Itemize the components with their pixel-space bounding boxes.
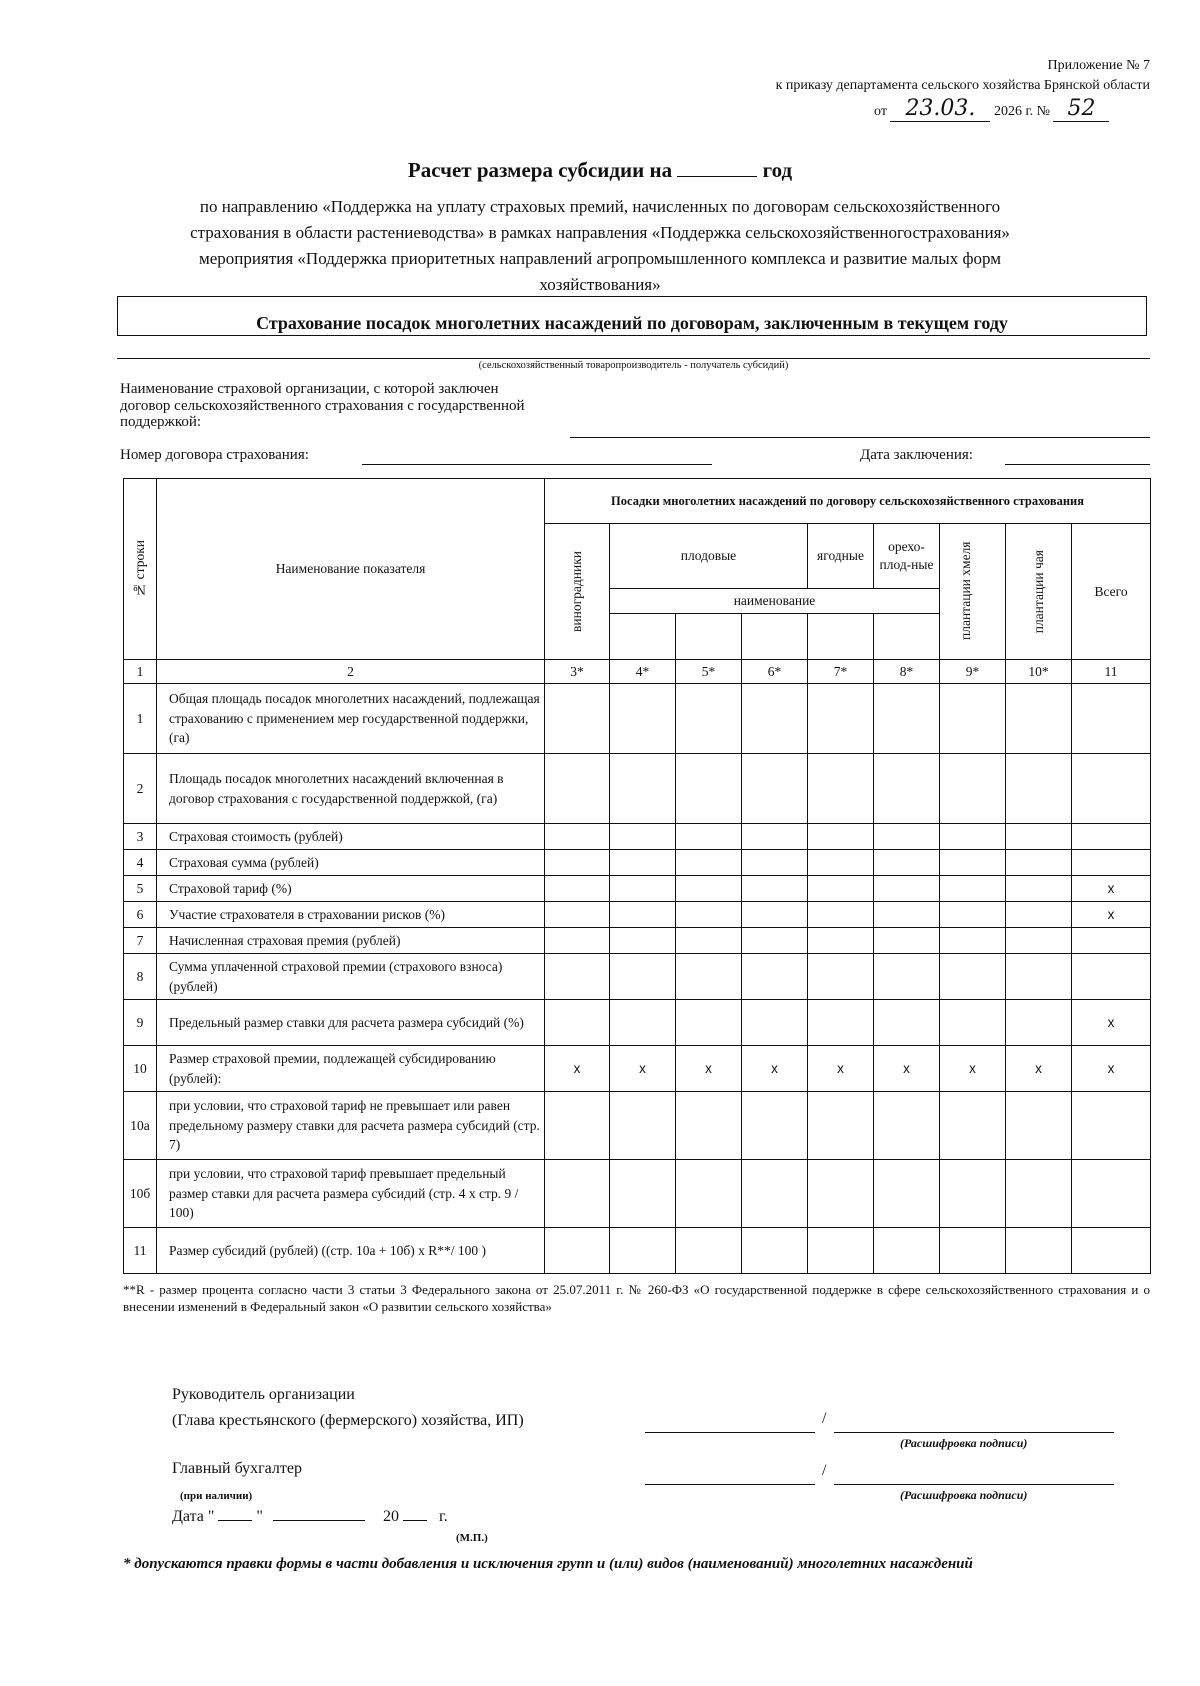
annex-title: Приложение № 7 [1047,58,1150,73]
value-cell[interactable] [874,754,940,824]
not-applicable-mark: x [1072,1000,1151,1046]
value-cell[interactable] [1072,928,1151,954]
value-cell[interactable] [808,1092,874,1160]
value-cell[interactable] [676,876,742,902]
value-cell[interactable] [610,954,676,1000]
value-cell[interactable] [1072,684,1151,754]
column-number-9: 9* [940,659,1006,684]
table-row [124,1092,1151,1160]
row-number: 6 [124,902,157,928]
head-decode-line[interactable] [834,1432,1114,1433]
col-nut: орехо-плод-ные [874,524,940,589]
table-row [124,902,1151,928]
value-cell[interactable] [610,824,676,850]
contract-number-line[interactable] [362,464,712,465]
box-title: Страхование посадок многолетних насаждений по договорам, заключенным в текущем году [117,296,1147,336]
subtitle-line-2: страхования в области растениеводства» в рамках направления «Поддержка сельскохозяйственногострахования» [190,223,1010,242]
column-number-4: 4* [610,659,676,684]
table-row [124,1000,1151,1046]
subtitle-line-4: хозяйствования» [539,275,661,294]
row-number: 1 [124,684,157,754]
table-row [124,954,1151,1000]
value-cell[interactable] [742,684,808,754]
value-cell[interactable] [676,684,742,754]
value-cell[interactable] [940,754,1006,824]
row-number: 5 [124,876,157,902]
head-label [172,1382,524,1434]
value-cell[interactable] [676,850,742,876]
row-label: Страховая сумма (рублей) [157,850,545,876]
value-cell[interactable] [545,1092,610,1160]
value-cell[interactable] [676,1160,742,1228]
value-cell[interactable] [610,754,676,824]
value-cell[interactable] [874,684,940,754]
row-label: Размер страховой премии, подлежащей субсидированию (рублей): [157,1046,545,1092]
contract-date-line[interactable] [1005,464,1150,465]
if-any-caption: (при наличии) [180,1490,253,1502]
column-number-11: 11 [1072,659,1151,684]
value-cell[interactable] [1072,824,1151,850]
value-cell[interactable] [742,824,808,850]
year-suffix: г. [438,1508,448,1525]
value-cell[interactable] [1006,1092,1072,1160]
value-cell[interactable] [545,876,610,902]
row-label: при условии, что страховой тариф не превышает или равен предельному размеру ставки для расчета размера субсидий (стр. 7) [157,1092,545,1160]
value-cell[interactable] [610,902,676,928]
annex-from-label: от [874,104,887,119]
recipient-caption: (сельскохозяйственный товаропроизводитель - получатель субсидий) [478,360,789,371]
value-cell[interactable] [1006,876,1072,902]
value-cell[interactable] [940,1160,1006,1228]
value-cell[interactable] [676,824,742,850]
value-cell[interactable] [940,1000,1006,1046]
value-cell[interactable] [874,954,940,1000]
not-applicable-mark: x [742,1046,808,1092]
month-blank[interactable] [273,1520,365,1521]
value-cell[interactable] [610,1000,676,1046]
value-cell[interactable] [940,902,1006,928]
subtitle-line-3: мероприятия «Поддержка приоритетных направлений агропромышленного комплекса и развитие малых форм [199,249,1001,268]
value-cell[interactable] [808,1000,874,1046]
value-cell[interactable] [742,1228,808,1274]
value-cell[interactable] [676,902,742,928]
value-cell[interactable] [742,754,808,824]
value-cell[interactable] [545,824,610,850]
value-cell[interactable] [940,876,1006,902]
col-indicator-header: Наименование показателя [157,479,545,660]
not-applicable-mark: x [610,1046,676,1092]
value-cell[interactable] [1006,684,1072,754]
annex-date-line [874,96,1150,122]
not-applicable-mark: x [808,1046,874,1092]
value-cell[interactable] [676,1228,742,1274]
date-label: Дата " [172,1508,215,1525]
row-number: 8 [124,954,157,1000]
value-cell[interactable] [874,1092,940,1160]
contract-number-label: Номер договора страхования: [120,447,309,463]
col-tea: плантации чая [1006,524,1072,660]
value-cell[interactable] [545,1000,610,1046]
contract-date-label: Дата заключения: [860,447,973,463]
date-quote: " [256,1508,263,1525]
table-row [124,1228,1151,1274]
column-number-6: 6* [742,659,808,684]
not-applicable-mark: x [1006,1046,1072,1092]
table-row [124,850,1151,876]
value-cell[interactable] [808,928,874,954]
not-applicable-mark: x [1072,1046,1151,1092]
row-number: 2 [124,754,157,824]
column-numbers-row [124,659,1151,684]
value-cell[interactable] [808,902,874,928]
value-cell[interactable] [940,928,1006,954]
insurer-line-2: договор сельскохозяйственного страхования с государственной [120,397,525,414]
row-label: Площадь посадок многолетних насаждений включенная в договор страхования с государственной поддержкой, (га) [157,754,545,824]
value-cell[interactable] [676,1000,742,1046]
insurer-line-3: поддержкой: [120,414,202,430]
row-label: Общая площадь посадок многолетних насаждений, подлежащая страхованию с применением мер государственной поддержки, (га) [157,684,545,754]
naming-cell[interactable] [676,613,742,659]
value-cell[interactable] [940,824,1006,850]
row-label: Страховая стоимость (рублей) [157,824,545,850]
row-label: при условии, что страховой тариф превышает предельный размер ставки для расчета размера субсидий (стр. 4 х стр. 9 / 100) [157,1160,545,1228]
day-blank[interactable] [218,1520,252,1521]
accountant-decode-line[interactable] [834,1484,1114,1485]
head-line-2: (Глава крестьянского (фермерского) хозяйства, ИП) [172,1412,524,1429]
insurer-label [120,381,525,431]
col-row-number-header: № строки [124,479,157,660]
value-cell[interactable] [1006,902,1072,928]
value-cell[interactable] [940,1092,1006,1160]
col-fruit: плодовые [610,524,808,589]
head-decode-caption: (Расшифровка подписи) [900,1436,1028,1450]
title-right: год [762,158,793,182]
annex-year-label: 2026 г. № [993,104,1050,119]
value-cell[interactable] [1006,1228,1072,1274]
col-vineyards: виноградники [545,524,610,660]
value-cell[interactable] [742,876,808,902]
annex-date-handwritten: 23.03. [890,96,990,122]
accountant-slash: / [822,1462,827,1479]
value-cell[interactable] [676,954,742,1000]
value-cell[interactable] [610,876,676,902]
table-row [124,1046,1151,1092]
accountant-label: Главный бухгалтер [172,1460,302,1477]
subsidy-table [123,478,1151,1274]
stamp-caption: (М.П.) [456,1532,488,1544]
value-cell[interactable] [545,754,610,824]
row-label: Сумма уплаченной страховой премии (страхового взноса) (рублей) [157,954,545,1000]
row-number: 7 [124,928,157,954]
value-cell[interactable] [1072,754,1151,824]
value-cell[interactable] [545,684,610,754]
row-number: 10б [124,1160,157,1228]
table-row [124,928,1151,954]
value-cell[interactable] [742,954,808,1000]
value-cell[interactable] [610,1228,676,1274]
col-hops: плантации хмеля [940,524,1006,660]
value-cell[interactable] [874,1000,940,1046]
row-number: 4 [124,850,157,876]
col-berry: ягодные [808,524,874,589]
table-row [124,876,1151,902]
value-cell[interactable] [874,928,940,954]
subtitle [0,194,1200,298]
value-cell[interactable] [742,850,808,876]
naming-cell[interactable] [742,613,808,659]
table-row [124,754,1151,824]
table-row [124,824,1151,850]
value-cell[interactable] [545,1160,610,1228]
value-cell[interactable] [610,1160,676,1228]
value-cell[interactable] [874,824,940,850]
value-cell[interactable] [1072,1092,1151,1160]
page-title [0,158,1200,183]
row-label: Размер субсидий (рублей) ((стр. 10а + 10б) х R**/ 100 ) [157,1228,545,1274]
bottom-note: * допускаются правки формы в части добавления и исключения групп и (или) видов (наименований) многолетних насаждений [123,1556,973,1572]
footnote: **R - размер процента согласно части 3 статьи 3 Федерального закона от 25.07.2011 г. № 260-ФЗ «О государственной поддержке в сфере сельскохозяйственного страхования и о внесении изменений в Федеральный закон «О развитии сельского хозяйства» [123,1282,1150,1314]
value-cell[interactable] [545,928,610,954]
value-cell[interactable] [940,684,1006,754]
value-cell[interactable] [808,876,874,902]
value-cell[interactable] [808,1160,874,1228]
row-number: 3 [124,824,157,850]
value-cell[interactable] [742,902,808,928]
row-number: 10 [124,1046,157,1092]
column-number-5: 5* [676,659,742,684]
value-cell[interactable] [610,1092,676,1160]
value-cell[interactable] [940,954,1006,1000]
value-cell[interactable] [1006,1160,1072,1228]
value-cell[interactable] [1006,824,1072,850]
not-applicable-mark: x [545,1046,610,1092]
insurer-line-1: Наименование страховой организации, с которой заключен [120,381,499,397]
value-cell[interactable] [874,876,940,902]
not-applicable-mark: x [874,1046,940,1092]
year-blank-2[interactable] [403,1520,427,1521]
row-number: 11 [124,1228,157,1274]
value-cell[interactable] [1006,1000,1072,1046]
accountant-decode-caption: (Расшифровка подписи) [900,1488,1028,1502]
row-number: 10а [124,1092,157,1160]
year-prefix: 20 [382,1508,399,1525]
value-cell[interactable] [808,850,874,876]
column-number-10: 10* [1006,659,1072,684]
head-slash: / [822,1410,827,1427]
value-cell[interactable] [808,1228,874,1274]
value-cell[interactable] [808,754,874,824]
value-cell[interactable] [545,1228,610,1274]
head-line-1: Руководитель организации [172,1386,355,1403]
table-row [124,684,1151,754]
value-cell[interactable] [742,1000,808,1046]
value-cell[interactable] [1072,1228,1151,1274]
value-cell[interactable] [874,902,940,928]
not-applicable-mark: x [940,1046,1006,1092]
not-applicable-mark: x [676,1046,742,1092]
insurer-input-line[interactable] [570,437,1150,438]
column-number-8: 8* [874,659,940,684]
value-cell[interactable] [545,850,610,876]
annex-order-line: к приказу департамента сельского хозяйства Брянской области [775,78,1150,93]
value-cell[interactable] [676,928,742,954]
value-cell[interactable] [1006,928,1072,954]
column-number-7: 7* [808,659,874,684]
value-cell[interactable] [742,1092,808,1160]
date-line [172,1508,448,1526]
col-total: Всего [1072,524,1151,660]
value-cell[interactable] [1072,850,1151,876]
value-cell[interactable] [742,1160,808,1228]
year-blank [677,176,757,177]
value-cell[interactable] [610,928,676,954]
value-cell[interactable] [742,928,808,954]
column-number-1: 1 [124,659,157,684]
value-cell[interactable] [610,684,676,754]
title-left: Расчет размера субсидии на [407,158,673,182]
group-header: Посадки многолетних насаждений по договору сельскохозяйственного страхования [545,479,1151,524]
value-cell[interactable] [874,1160,940,1228]
head-signature-line[interactable] [645,1432,815,1433]
value-cell[interactable] [808,684,874,754]
recipient-line [117,358,1150,359]
row-number: 9 [124,1000,157,1046]
value-cell[interactable] [676,754,742,824]
row-label: Предельный размер ставки для расчета размера субсидий (%) [157,1000,545,1046]
value-cell[interactable] [1006,850,1072,876]
value-cell[interactable] [545,954,610,1000]
naming-cell[interactable] [808,613,874,659]
accountant-signature-line[interactable] [645,1484,815,1485]
column-number-3: 3* [545,659,610,684]
row-label: Участие страхователя в страховании рисков (%) [157,902,545,928]
row-label: Страховой тариф (%) [157,876,545,902]
table-row [124,1160,1151,1228]
value-cell[interactable] [940,850,1006,876]
subtitle-line-1: по направлению «Поддержка на уплату страховых премий, начисленных по договорам сельскохозяйственного [199,197,1001,216]
not-applicable-mark: x [1072,876,1151,902]
value-cell[interactable] [874,850,940,876]
naming-cell[interactable] [610,613,676,659]
value-cell[interactable] [1006,754,1072,824]
annex-number-handwritten: 52 [1053,96,1109,122]
row-label: Начисленная страховая премия (рублей) [157,928,545,954]
value-cell[interactable] [808,954,874,1000]
col-naming: наименование [610,589,940,614]
not-applicable-mark: x [1072,902,1151,928]
value-cell[interactable] [676,1092,742,1160]
column-number-2: 2 [157,659,545,684]
value-cell[interactable] [808,824,874,850]
value-cell[interactable] [610,850,676,876]
value-cell[interactable] [1006,954,1072,1000]
naming-cell[interactable] [874,613,940,659]
value-cell[interactable] [874,1228,940,1274]
value-cell[interactable] [545,902,610,928]
value-cell[interactable] [940,1228,1006,1274]
value-cell[interactable] [1072,1160,1151,1228]
value-cell[interactable] [1072,954,1151,1000]
